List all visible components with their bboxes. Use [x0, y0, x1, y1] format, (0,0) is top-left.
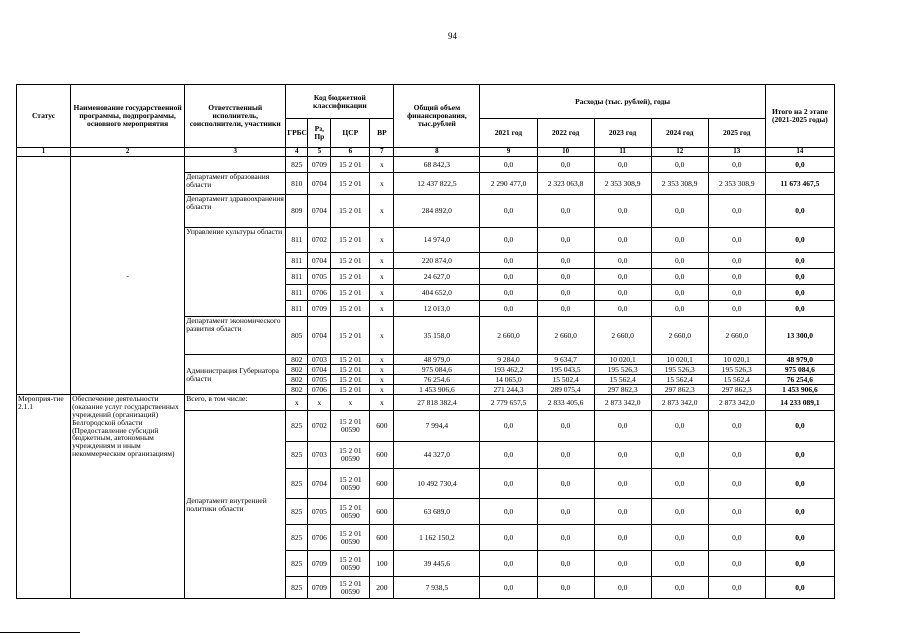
itog-cell: 14 233 089,1 — [765, 395, 834, 411]
year-cell: 0,0 — [708, 442, 765, 469]
rzpr-cell: 0702 — [308, 228, 331, 253]
year-cell: 0,0 — [708, 551, 765, 577]
vr-cell: х — [370, 395, 394, 411]
year-cell: 0,0 — [651, 269, 708, 285]
year-cell: 9 284,0 — [480, 355, 537, 365]
year-cell: 0,0 — [537, 269, 594, 285]
year-cell: 0,0 — [480, 285, 537, 301]
year-cell: 0,0 — [480, 551, 537, 577]
year-cell: 271 244,3 — [480, 385, 537, 395]
year-cell: 0,0 — [537, 253, 594, 269]
rzpr-cell: 0702 — [308, 411, 331, 442]
year-cell: 0,0 — [651, 157, 708, 173]
rzpr-cell: 0709 — [308, 577, 331, 599]
itog-cell: 0,0 — [765, 551, 834, 577]
year-cell: 0,0 — [651, 228, 708, 253]
vr-cell: х — [370, 195, 394, 228]
csr-cell: 15 2 01 — [331, 195, 370, 228]
year-cell: 10 020,1 — [651, 355, 708, 365]
total-cell: 10 492 730,4 — [394, 469, 480, 499]
year-cell: 0,0 — [651, 499, 708, 525]
year-cell: 0,0 — [537, 525, 594, 551]
vr-cell: х — [370, 375, 394, 385]
csr-cell: х — [331, 395, 370, 411]
rzpr-cell: 0709 — [308, 157, 331, 173]
year-cell: 0,0 — [651, 195, 708, 228]
year-cell: 195 526,3 — [651, 365, 708, 375]
grbs-cell: 802 — [286, 355, 308, 365]
column-number: 13 — [708, 148, 765, 157]
grbs-cell: 810 — [286, 173, 308, 195]
year-cell: 195 526,3 — [594, 365, 651, 375]
itog-cell: 0,0 — [765, 499, 834, 525]
rzpr-cell: 0704 — [308, 469, 331, 499]
rzpr-cell: 0704 — [308, 317, 331, 355]
rzpr-cell: 0704 — [308, 195, 331, 228]
grbs-cell: 811 — [286, 301, 308, 317]
header-2023: 2023 год — [594, 119, 651, 148]
rz-cell: х — [308, 395, 331, 411]
column-numbers-row — [17, 148, 835, 157]
header-csr: ЦСР — [331, 119, 370, 148]
year-cell: 0,0 — [480, 301, 537, 317]
column-number: 9 — [480, 148, 537, 157]
name-cell: Обеспечение деятельности (оказание услуг государственных учреждений (организаций) Белгородской области (Предоставление субсидий бюджетным, автономным учреждениям и иным некоммерческим организациям) — [71, 395, 185, 599]
year-cell: 2 873 342,0 — [594, 395, 651, 411]
rzpr-cell: 0705 — [308, 499, 331, 525]
total-cell: 975 084,6 — [394, 365, 480, 375]
total-cell: 76 254,6 — [394, 375, 480, 385]
resp-cell — [185, 157, 286, 173]
year-cell: 0,0 — [480, 499, 537, 525]
year-cell: 193 462,2 — [480, 365, 537, 375]
total-cell: 14 974,0 — [394, 228, 480, 253]
header-2022: 2022 год — [537, 119, 594, 148]
rzpr-cell: 0706 — [308, 285, 331, 301]
column-number: 12 — [651, 148, 708, 157]
total-cell: 48 979,0 — [394, 355, 480, 365]
itog-cell: 0,0 — [765, 469, 834, 499]
grbs-cell: 811 — [286, 228, 308, 253]
year-cell: 0,0 — [651, 253, 708, 269]
year-cell: 15 502,4 — [537, 375, 594, 385]
grbs-cell: 802 — [286, 375, 308, 385]
total-cell: 24 627,0 — [394, 269, 480, 285]
year-cell: 0,0 — [651, 442, 708, 469]
year-cell: 0,0 — [537, 551, 594, 577]
itog-cell: 0,0 — [765, 285, 834, 301]
status-cell: Мероприя-тие 2.1.1 — [17, 395, 71, 599]
grbs-cell: 825 — [286, 577, 308, 599]
grbs-cell: 825 — [286, 442, 308, 469]
vr-cell: х — [370, 173, 394, 195]
rzpr-cell: 0703 — [308, 442, 331, 469]
vr-cell: х — [370, 285, 394, 301]
footer-divider — [0, 632, 80, 633]
total-cell: 68 842,3 — [394, 157, 480, 173]
year-cell: 2 873 342,0 — [651, 395, 708, 411]
grbs-cell: 809 — [286, 195, 308, 228]
year-cell: 195 043,5 — [537, 365, 594, 375]
year-cell: 15 562,4 — [651, 375, 708, 385]
year-cell: 0,0 — [537, 195, 594, 228]
resp-cell: Всего, в том числе: — [185, 395, 286, 411]
year-cell: 9 634,7 — [537, 355, 594, 365]
itog-cell: 975 084,6 — [765, 365, 834, 375]
vr-cell: х — [370, 355, 394, 365]
year-cell: 2 323 063,8 — [537, 173, 594, 195]
total-cell: 404 652,0 — [394, 285, 480, 301]
year-cell: 0,0 — [594, 269, 651, 285]
year-cell: 289 075,4 — [537, 385, 594, 395]
itog-cell: 0,0 — [765, 195, 834, 228]
year-cell: 0,0 — [594, 577, 651, 599]
csr-cell: 15 2 01 — [331, 317, 370, 355]
year-cell: 0,0 — [651, 301, 708, 317]
year-cell: 2 660,0 — [594, 317, 651, 355]
itog-cell: 0,0 — [765, 442, 834, 469]
vr-cell: х — [370, 317, 394, 355]
column-number: 5 — [308, 148, 331, 157]
itog-cell: 0,0 — [765, 269, 834, 285]
itog-cell: 13 300,0 — [765, 317, 834, 355]
resp-cell: Департамент образования области — [185, 173, 286, 195]
year-cell: 0,0 — [537, 228, 594, 253]
column-number: 8 — [394, 148, 480, 157]
vr-cell: х — [370, 365, 394, 375]
rzpr-cell: 0703 — [308, 355, 331, 365]
year-cell: 297 862,3 — [708, 385, 765, 395]
year-cell: 0,0 — [537, 157, 594, 173]
year-cell: 0,0 — [537, 577, 594, 599]
header-kbk: Код бюджетной классификации — [286, 85, 394, 119]
vr-cell: х — [370, 385, 394, 395]
csr-cell: 15 2 01 — [331, 173, 370, 195]
itog-cell: 0,0 — [765, 253, 834, 269]
year-cell: 0,0 — [537, 411, 594, 442]
year-cell: 0,0 — [480, 525, 537, 551]
header-rzpr: Рз, Пр — [308, 119, 331, 148]
total-cell: 12 437 822,5 — [394, 173, 480, 195]
resp-cell: Департамент здравоохранения области — [185, 195, 286, 228]
total-cell: 27 818 382,4 — [394, 395, 480, 411]
header-expenses: Расходы (тыс. рублей), годы — [480, 85, 765, 119]
year-cell: 0,0 — [537, 499, 594, 525]
grbs-cell: 811 — [286, 253, 308, 269]
rzpr-cell: 0706 — [308, 525, 331, 551]
grbs-cell: 825 — [286, 469, 308, 499]
year-cell: 2 833 405,6 — [537, 395, 594, 411]
csr-cell: 15 2 01 00590 — [331, 499, 370, 525]
year-cell: 0,0 — [594, 253, 651, 269]
year-cell: 10 020,1 — [594, 355, 651, 365]
year-cell: 2 660,0 — [537, 317, 594, 355]
year-cell: 0,0 — [537, 469, 594, 499]
year-cell: 2 290 477,0 — [480, 173, 537, 195]
year-cell: 2 660,0 — [480, 317, 537, 355]
csr-cell: 15 2 01 00590 — [331, 525, 370, 551]
year-cell: 2 353 308,9 — [594, 173, 651, 195]
column-number: 2 — [71, 148, 185, 157]
column-number: 10 — [537, 148, 594, 157]
csr-cell: 15 2 01 00590 — [331, 442, 370, 469]
csr-cell: 15 2 01 — [331, 157, 370, 173]
csr-cell: 15 2 01 — [331, 228, 370, 253]
year-cell: 2 353 308,9 — [708, 173, 765, 195]
total-cell: 63 689,0 — [394, 499, 480, 525]
grbs-cell: 825 — [286, 551, 308, 577]
vr-cell: 200 — [370, 577, 394, 599]
itog-cell: 1 453 906,6 — [765, 385, 834, 395]
grbs-cell: 802 — [286, 365, 308, 375]
header-total: Общий объем финансирования, тыс.рублей — [394, 85, 480, 148]
itog-cell: 0,0 — [765, 301, 834, 317]
csr-cell: 15 2 01 00590 — [331, 577, 370, 599]
year-cell: 0,0 — [480, 577, 537, 599]
year-cell: 0,0 — [594, 411, 651, 442]
csr-cell: 15 2 01 — [331, 365, 370, 375]
year-cell: 0,0 — [594, 469, 651, 499]
column-number: 6 — [331, 148, 370, 157]
total-cell: 35 158,0 — [394, 317, 480, 355]
page-number: 94 — [448, 31, 457, 41]
rzpr-cell: 0704 — [308, 365, 331, 375]
resp-cell: Управление культуры области — [185, 228, 286, 317]
total-cell: 1 453 906,6 — [394, 385, 480, 395]
vr-cell: х — [370, 269, 394, 285]
year-cell: 2 779 657,5 — [480, 395, 537, 411]
rzpr-cell: 0709 — [308, 551, 331, 577]
rzpr-cell: 0709 — [308, 301, 331, 317]
table-row-total — [17, 395, 835, 411]
year-cell: 0,0 — [594, 551, 651, 577]
year-cell: 0,0 — [708, 157, 765, 173]
vr-cell: 600 — [370, 469, 394, 499]
itog-cell: 48 979,0 — [765, 355, 834, 365]
grbs-cell: 825 — [286, 525, 308, 551]
grbs-cell: 825 — [286, 499, 308, 525]
year-cell: 0,0 — [537, 442, 594, 469]
header-2025: 2025 год — [708, 119, 765, 148]
vr-cell: х — [370, 157, 394, 173]
year-cell: 0,0 — [708, 411, 765, 442]
total-cell: 1 162 150,2 — [394, 525, 480, 551]
vr-cell: х — [370, 228, 394, 253]
header-2021: 2021 год — [480, 119, 537, 148]
resp-cell: Департамент экономического развития области — [185, 317, 286, 355]
year-cell: 2 353 308,9 — [651, 173, 708, 195]
table-row — [17, 157, 835, 173]
year-cell: 0,0 — [480, 269, 537, 285]
total-cell: 220 874,0 — [394, 253, 480, 269]
status-cell — [17, 157, 71, 395]
vr-cell: 600 — [370, 525, 394, 551]
year-cell: 0,0 — [651, 551, 708, 577]
rzpr-cell: 0705 — [308, 375, 331, 385]
header-vr: ВР — [370, 119, 394, 148]
year-cell: 2 873 342,0 — [708, 395, 765, 411]
year-cell: 2 660,0 — [708, 317, 765, 355]
itog-cell: 76 254,6 — [765, 375, 834, 385]
name-cell: - — [71, 157, 185, 395]
csr-cell: 15 2 01 — [331, 285, 370, 301]
resp-cell: Департамент внутренней политики области — [185, 411, 286, 599]
column-number: 14 — [765, 148, 834, 157]
year-cell: 0,0 — [651, 285, 708, 301]
itog-cell: 0,0 — [765, 157, 834, 173]
csr-cell: 15 2 01 — [331, 375, 370, 385]
year-cell: 0,0 — [480, 195, 537, 228]
year-cell: 15 562,4 — [594, 375, 651, 385]
year-cell: 0,0 — [708, 285, 765, 301]
year-cell: 0,0 — [480, 228, 537, 253]
header-name: Наименование государственной программы, подпрограммы, основного мероприятия — [71, 85, 185, 148]
year-cell: 0,0 — [480, 469, 537, 499]
year-cell: 0,0 — [708, 301, 765, 317]
vr-cell: 600 — [370, 499, 394, 525]
year-cell: 0,0 — [651, 411, 708, 442]
column-number: 11 — [594, 148, 651, 157]
total-cell: 44 327,0 — [394, 442, 480, 469]
total-cell: 284 892,0 — [394, 195, 480, 228]
vr-cell: 600 — [370, 442, 394, 469]
year-cell: 0,0 — [594, 228, 651, 253]
year-cell: 0,0 — [708, 269, 765, 285]
year-cell: 297 862,3 — [651, 385, 708, 395]
column-number: 1 — [17, 148, 71, 157]
year-cell: 0,0 — [594, 499, 651, 525]
grbs-cell: 825 — [286, 411, 308, 442]
year-cell: 195 526,3 — [708, 365, 765, 375]
csr-cell: 15 2 01 — [331, 269, 370, 285]
year-cell: 0,0 — [480, 157, 537, 173]
csr-cell: 15 2 01 — [331, 253, 370, 269]
itog-cell: 0,0 — [765, 577, 834, 599]
year-cell: 0,0 — [480, 411, 537, 442]
rzpr-cell: 0705 — [308, 269, 331, 285]
year-cell: 0,0 — [708, 469, 765, 499]
year-cell: 297 862,3 — [594, 385, 651, 395]
header-status: Статус — [17, 85, 71, 148]
csr-cell: 15 2 01 — [331, 301, 370, 317]
csr-cell: 15 2 01 00590 — [331, 551, 370, 577]
year-cell: 0,0 — [708, 228, 765, 253]
vr-cell: х — [370, 253, 394, 269]
year-cell: 0,0 — [537, 285, 594, 301]
itog-cell: 0,0 — [765, 525, 834, 551]
rzpr-cell: 0704 — [308, 253, 331, 269]
year-cell: 0,0 — [480, 253, 537, 269]
year-cell: 0,0 — [651, 525, 708, 551]
year-cell: 0,0 — [537, 301, 594, 317]
total-cell: 7 994,4 — [394, 411, 480, 442]
year-cell: 0,0 — [594, 525, 651, 551]
year-cell: 14 065,0 — [480, 375, 537, 385]
itog-cell: 11 673 467,5 — [765, 173, 834, 195]
year-cell: 0,0 — [594, 442, 651, 469]
year-cell: 2 660,0 — [651, 317, 708, 355]
column-number: 4 — [286, 148, 308, 157]
grbs-cell: х — [286, 395, 308, 411]
year-cell: 0,0 — [594, 301, 651, 317]
vr-cell: 600 — [370, 411, 394, 442]
year-cell: 0,0 — [708, 525, 765, 551]
rzpr-cell: 0706 — [308, 385, 331, 395]
csr-cell: 15 2 01 — [331, 355, 370, 365]
vr-cell: х — [370, 301, 394, 317]
csr-cell: 15 2 01 — [331, 385, 370, 395]
header-grbs: ГРБС — [286, 119, 308, 148]
vr-cell: 100 — [370, 551, 394, 577]
column-number: 3 — [185, 148, 286, 157]
header-resp: Ответственный исполнитель, соисполнители, участники — [185, 85, 286, 148]
table-body — [17, 157, 835, 599]
itog-cell: 0,0 — [765, 228, 834, 253]
grbs-cell: 825 — [286, 157, 308, 173]
grbs-cell: 811 — [286, 285, 308, 301]
grbs-cell: 802 — [286, 385, 308, 395]
header-2024: 2024 год — [651, 119, 708, 148]
year-cell: 0,0 — [594, 195, 651, 228]
grbs-cell: 811 — [286, 269, 308, 285]
resp-cell: Администрация Губернатора области — [185, 355, 286, 395]
year-cell: 0,0 — [480, 442, 537, 469]
year-cell: 0,0 — [708, 577, 765, 599]
budget-table — [16, 84, 835, 599]
rzpr-cell: 0704 — [308, 173, 331, 195]
year-cell: 0,0 — [708, 253, 765, 269]
year-cell: 0,0 — [594, 285, 651, 301]
year-cell: 10 020,1 — [708, 355, 765, 365]
year-cell: 0,0 — [594, 157, 651, 173]
year-cell: 15 562,4 — [708, 375, 765, 385]
grbs-cell: 805 — [286, 317, 308, 355]
year-cell: 0,0 — [651, 577, 708, 599]
total-cell: 12 013,0 — [394, 301, 480, 317]
total-cell: 7 938,5 — [394, 577, 480, 599]
csr-cell: 15 2 01 00590 — [331, 411, 370, 442]
column-number: 7 — [370, 148, 394, 157]
total-cell: 39 445,6 — [394, 551, 480, 577]
year-cell: 0,0 — [708, 195, 765, 228]
itog-cell: 0,0 — [765, 411, 834, 442]
year-cell: 0,0 — [708, 499, 765, 525]
year-cell: 0,0 — [651, 469, 708, 499]
header-itog: Итого на 2 этапе (2021-2025 годы) — [765, 85, 834, 148]
csr-cell: 15 2 01 00590 — [331, 469, 370, 499]
